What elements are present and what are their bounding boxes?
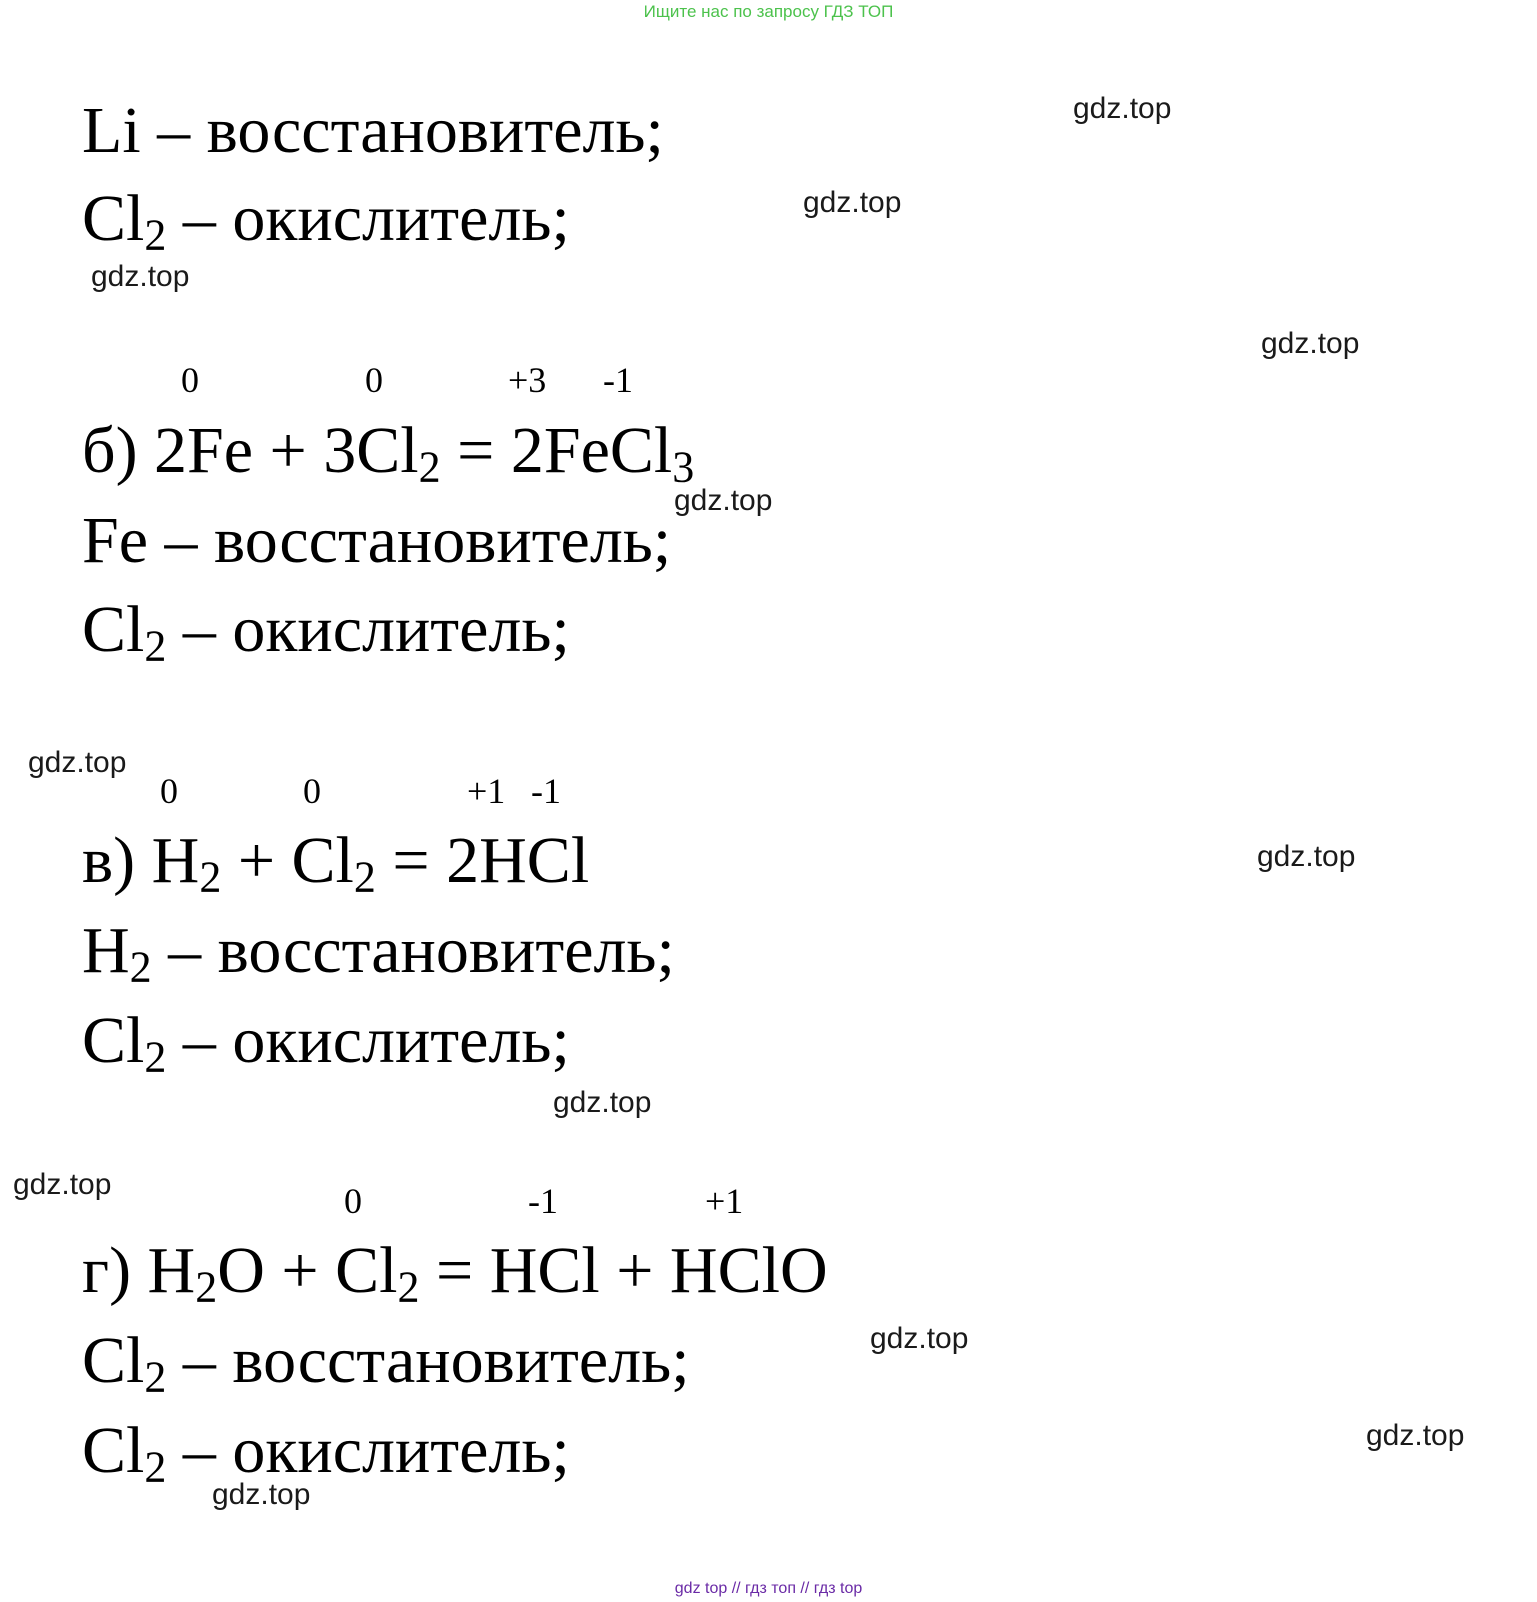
watermark: gdz.top [13,1168,112,1201]
c-oxidizer-line: $Cl_2$ – окислитель; [82,1004,570,1082]
b-reducer-line: Fe – восстановитель; [82,504,672,577]
b-ox-fe: 0 [181,360,199,400]
footer-links: gdz top // гдз топ // гдз top [674,1580,863,1597]
a-oxidizer-line: $Cl_2$ – окислитель; [82,182,570,260]
watermark: gdz.top [553,1086,652,1119]
c-ox-cl2: 0 [303,771,321,811]
b-ox-cl2: 0 [365,360,383,400]
c-ox-cl-product: -1 [531,771,561,811]
b-equation: б) $2Fe + 3Cl_2$ = 2FeCl$_3$ [82,414,695,492]
c-equation: в) $H_2 + Cl_2 = 2HCl$ [82,824,590,902]
b-oxidizer-line: $Cl_2$ – окислитель; [82,593,570,671]
d-ox-cl-hcl: -1 [528,1181,558,1221]
c-reducer-line: $H_2$ – восстановитель; [82,914,675,992]
watermark: gdz.top [91,260,190,293]
watermark: gdz.top [1261,327,1360,360]
watermark: gdz.top [1366,1419,1465,1452]
c-ox-h-product: +1 [467,771,506,811]
d-equation: г) $H_2O + Cl_2$ = HCl + HClO [82,1234,828,1312]
top-banner: Ищите нас по запросу ГДЗ ТОП [643,2,894,21]
watermark: gdz.top [1257,840,1356,873]
watermark: gdz.top [1073,92,1172,125]
b-ox-fe-product: +3 [508,360,547,400]
watermark: gdz.top [803,186,902,219]
d-ox-cl2: 0 [344,1181,362,1221]
a-reducer-line: Li – восстановитель; [82,94,664,167]
d-ox-cl-hclo: +1 [705,1181,744,1221]
watermark: gdz.top [28,746,127,779]
c-ox-h2: 0 [160,771,178,811]
watermark: gdz.top [870,1322,969,1355]
d-oxidizer-line: $Cl_2$ – окислитель; [82,1414,570,1492]
d-reducer-line: $Cl_2$ – восстановитель; [82,1324,690,1402]
b-ox-cl-product: -1 [603,360,633,400]
watermark: gdz.top [674,484,773,517]
watermark: gdz.top [212,1478,311,1511]
